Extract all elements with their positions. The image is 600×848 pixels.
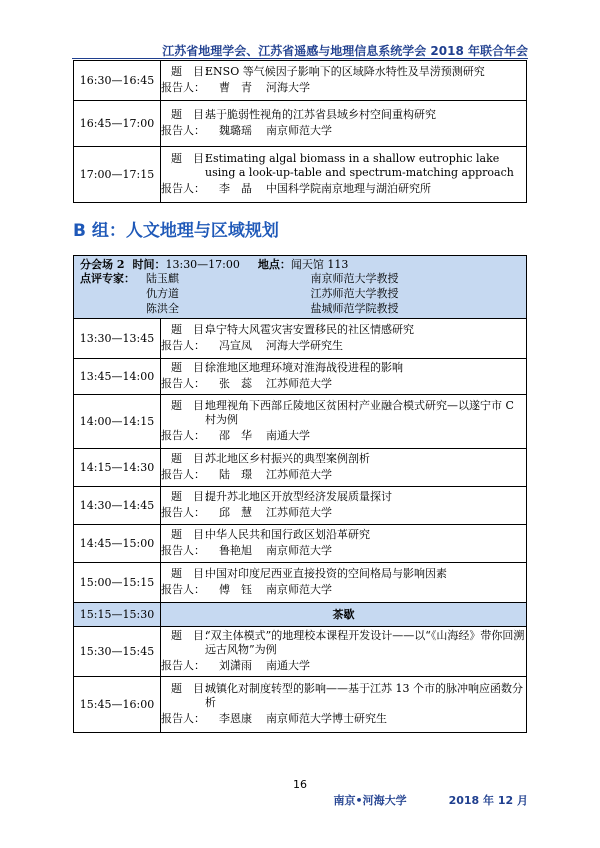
- reporter-unit: 河海大学研究生: [266, 339, 343, 352]
- talk-title: 城镇化对制度转型的影响——基于江苏 13 个市的脉冲响应函数分析: [205, 682, 523, 709]
- footer-date: 2018 年 12 月: [448, 794, 528, 807]
- reporter-unit: 河海大学: [266, 81, 310, 94]
- reporter-unit: 中国科学院南京地理与湖泊研究所: [266, 182, 431, 195]
- info-cell: [161, 101, 527, 147]
- reporter-label: 报告人：: [161, 659, 205, 672]
- title-label: 题 目：: [171, 108, 215, 121]
- info-cell: [161, 319, 527, 359]
- reporter-name: 张 蕊: [219, 377, 252, 390]
- time-cell: 16:45—17:00: [74, 101, 161, 147]
- info-cell: [161, 147, 527, 203]
- reporter-label: 报告人：: [161, 468, 205, 481]
- reporter-unit: 南京师范大学博士研究生: [266, 712, 387, 725]
- session-info-row: [74, 256, 527, 319]
- info-cell: [161, 563, 527, 603]
- time-label: 时间：: [132, 258, 166, 271]
- table-row: [74, 395, 527, 449]
- place-label: 地点：: [257, 258, 291, 271]
- reporter-name: 鲁艳旭: [219, 544, 252, 557]
- talk-title: 提升苏北地区开放型经济发展质量探讨: [205, 490, 392, 503]
- reporter-label: 报告人：: [161, 429, 205, 442]
- time-cell: 14:45—15:00: [74, 525, 161, 563]
- title-label: 题 目：: [171, 452, 215, 465]
- title-label: 题 目：: [171, 65, 215, 78]
- title-label: 题 目：: [171, 528, 215, 541]
- table-row: [74, 319, 527, 359]
- time-cell: 15:45—16:00: [74, 677, 161, 733]
- reporter-unit: 南京师范大学: [266, 544, 332, 557]
- title-label: 题 目：: [171, 399, 215, 412]
- reporter-name: 冯宣凤: [219, 339, 252, 352]
- page-number: 16: [293, 778, 307, 791]
- reporter-name: 陆 璟: [219, 468, 252, 481]
- time-cell: 16:30—16:45: [74, 61, 161, 101]
- reporter-name: 李恩康: [219, 712, 252, 725]
- expert-name: 陆玉麒: [146, 272, 179, 285]
- time-cell: 14:15—14:30: [74, 449, 161, 487]
- title-label: 题 目：: [171, 361, 215, 374]
- title-label: 题 目：: [171, 152, 215, 165]
- info-cell: [161, 525, 527, 563]
- table-row: [74, 525, 527, 563]
- title-label: 题 目：: [171, 490, 215, 503]
- title-label: 题 目：: [171, 629, 215, 642]
- schedule-table-a: [73, 60, 527, 203]
- reporter-label: 报告人：: [161, 544, 205, 557]
- talk-title: ENSO 等气候因子影响下的区域降水特性及旱涝预测研究: [205, 65, 485, 78]
- session-name: 分会场 2: [80, 258, 125, 271]
- time-cell: 14:00—14:15: [74, 395, 161, 449]
- time-cell: 15:00—15:15: [74, 563, 161, 603]
- header-title: 江苏省地理学会、江苏省遥感与地理信息系统学会 2018 年联合年会: [162, 44, 528, 58]
- talk-title: 徐淮地区地理环境对淮海战役进程的影响: [205, 361, 403, 374]
- table-row: [74, 61, 527, 101]
- time-cell: 13:45—14:00: [74, 359, 161, 395]
- info-cell: [161, 627, 527, 677]
- reporter-unit: 南通大学: [266, 429, 310, 442]
- title-label: 题 目：: [171, 323, 215, 336]
- talk-title: 基于脆弱性视角的江苏省县域乡村空间重构研究: [205, 108, 436, 121]
- time-cell: 14:30—14:45: [74, 487, 161, 525]
- time-cell: 15:15—15:30: [74, 603, 161, 627]
- talk-title: Estimating algal biomass in a shallow eutrophic lake using a look-up-table and spectrum-matching approach: [205, 152, 514, 179]
- experts-list: [80, 272, 520, 316]
- experts-label: 点评专家：: [80, 272, 135, 285]
- reporter-name: 李 晶: [219, 182, 252, 195]
- expert-title: 南京师范大学教授: [310, 272, 399, 285]
- expert-name: 陈洪全: [146, 302, 179, 315]
- info-cell: [161, 487, 527, 525]
- reporter-label: 报告人：: [161, 377, 205, 390]
- reporter-unit: 江苏师范大学: [266, 468, 332, 481]
- table-row: [74, 487, 527, 525]
- session-info-cell: [74, 256, 527, 319]
- talk-title: 地理视角下西部丘陵地区贫困村产业融合模式研究—以遂宁市 C 村为例: [205, 399, 514, 426]
- info-cell: [161, 677, 527, 733]
- session-place: 闻天馆 113: [290, 258, 349, 271]
- section-heading: B 组：人文地理与区域规划: [73, 221, 279, 241]
- reporter-unit: 南京师范大学: [266, 583, 332, 596]
- reporter-name: 邱 慧: [219, 506, 252, 519]
- time-cell: 17:00—17:15: [74, 147, 161, 203]
- time-cell: 13:30—13:45: [74, 319, 161, 359]
- talk-title: 中华人民共和国行政区划沿革研究: [205, 528, 370, 541]
- talk-title: 苏北地区乡村振兴的典型案例剖析: [205, 452, 370, 465]
- header-rule: [72, 58, 528, 59]
- reporter-label: 报告人：: [161, 124, 205, 137]
- reporter-label: 报告人：: [161, 506, 205, 519]
- footer-university: 南京•河海大学: [333, 794, 407, 807]
- table-row: [74, 627, 527, 677]
- reporter-label: 报告人：: [161, 81, 205, 94]
- title-label: 题 目：: [171, 682, 215, 695]
- tea-break-row: [74, 603, 527, 627]
- table-row: [74, 147, 527, 203]
- reporter-name: 刘潇雨: [219, 659, 252, 672]
- expert-name: 仇方道: [146, 287, 179, 300]
- reporter-name: 魏璐瑶: [219, 124, 252, 137]
- info-cell: [161, 359, 527, 395]
- schedule-table-b: [73, 255, 527, 733]
- reporter-unit: 南通大学: [266, 659, 310, 672]
- reporter-unit: 江苏师范大学: [266, 506, 332, 519]
- session-time: 13:30—17:00: [165, 258, 240, 271]
- info-cell: [161, 61, 527, 101]
- reporter-label: 报告人：: [161, 182, 205, 195]
- reporter-name: 曹 青: [219, 81, 252, 94]
- expert-title: 盐城师范学院教授: [310, 302, 399, 315]
- table-row: [74, 449, 527, 487]
- title-label: 题 目：: [171, 567, 215, 580]
- time-cell: 15:30—15:45: [74, 627, 161, 677]
- tea-break-label: 茶歇: [161, 603, 527, 627]
- reporter-label: 报告人：: [161, 712, 205, 725]
- info-cell: [161, 449, 527, 487]
- reporter-name: 邵 华: [219, 429, 252, 442]
- reporter-unit: 南京师范大学: [266, 124, 332, 137]
- reporter-name: 傅 钰: [219, 583, 252, 596]
- reporter-label: 报告人：: [161, 339, 205, 352]
- talk-title: 阜宁特大风雹灾害安置移民的社区情感研究: [205, 323, 414, 336]
- table-row: [74, 101, 527, 147]
- info-cell: [161, 395, 527, 449]
- reporter-label: 报告人：: [161, 583, 205, 596]
- talk-title: 中国对印度尼西亚直接投资的空间格局与影响因素: [205, 567, 447, 580]
- table-row: [74, 563, 527, 603]
- table-row: [74, 359, 527, 395]
- table-row: [74, 677, 527, 733]
- talk-title: “双主体模式”的地理校本课程开发设计——以“《山海经》带你回溯远古风物”为例: [205, 629, 525, 656]
- expert-title: 江苏师范大学教授: [310, 287, 399, 300]
- footer: [334, 792, 528, 808]
- reporter-unit: 江苏师范大学: [266, 377, 332, 390]
